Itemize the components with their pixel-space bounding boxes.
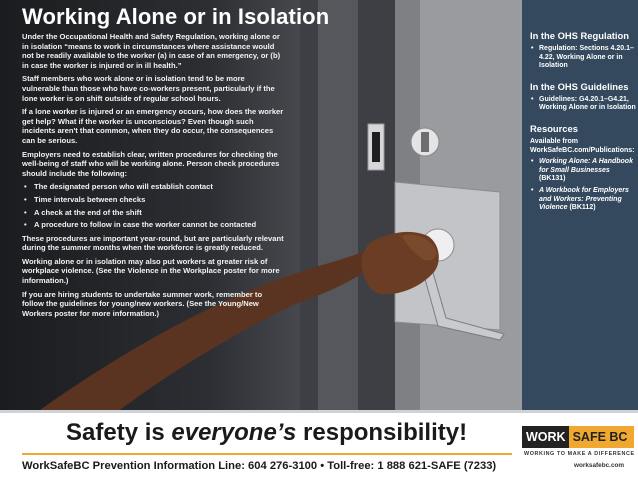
divider <box>22 453 512 455</box>
resources-heading: Resources <box>530 122 578 134</box>
reference-sidebar <box>522 0 638 410</box>
slogan-part: responsibility! <box>296 419 468 446</box>
list-item: • A check at the end of the shift <box>22 208 284 218</box>
logo-work: WORK <box>522 426 569 448</box>
safety-slogan <box>66 419 467 447</box>
regulation-heading: In the OHS Regulation <box>530 30 629 41</box>
check-procedure-list <box>22 182 284 229</box>
emergency-paragraph: If a lone worker is injured or an emergency occurs, how does the worker get help? What if the worker is unconscious? Even though such incidents aren't that common, when they do occur, the consequences can be serious. <box>22 107 284 145</box>
regulation-section <box>530 30 638 71</box>
resource-code: (BK131) <box>539 175 566 183</box>
procedures-paragraph: Employers need to establish clear, written procedures for checking the well-being of staff who will be working alone. Person check procedures should include the following: <box>22 149 280 178</box>
regulation-list <box>530 45 638 71</box>
guidelines-list <box>530 96 638 113</box>
guidelines-heading: In the OHS Guidelines <box>530 80 629 92</box>
worksafebc-logo <box>522 426 634 448</box>
year-round-paragraph: These procedures are important year-round, but are particularly relevant during the summer months when the workforce is greatly reduced. <box>22 233 284 253</box>
intro-paragraph: Under the Occupational Health and Safety Regulation, working alone or in isolation “means to work in circumstances where assistance would not be readily available to the worker (a) in case of an emergency, or (b) in case the worker is injured or in ill health.” <box>22 32 281 70</box>
violence-paragraph: Working alone or in isolation may also put workers at greater risk of workplace violence. (See the Violence in the Workplace poster for more information.) <box>22 256 280 286</box>
resources-list <box>530 158 638 213</box>
slogan-emphasis: everyone’s <box>171 419 297 446</box>
website-url: worksafebc.com <box>574 462 625 469</box>
resource-item <box>530 158 638 184</box>
regulation-item: • Regulation: Sections 4.20.1–4.22, Working Alone or in Isolation <box>530 45 638 71</box>
students-paragraph: If you are hiring students to undertake summer work, remember to follow the guidelines for young/new workers. (See the Young/New Workers poster for more information.) <box>22 289 263 318</box>
list-item: • A procedure to follow in case the worker cannot be contacted <box>22 220 284 230</box>
guidelines-section <box>530 81 638 113</box>
contact-info-line: WorkSafeBC Prevention Information Line: 604 276-3100 • Toll-free: 1 888 621-SAFE (7233) <box>22 460 497 472</box>
resources-section <box>530 123 638 213</box>
guidelines-item: • Guidelines: G4.20.1–G4.21, Working Alone or in Isolation <box>530 96 638 113</box>
list-item: • The designated person who will establish contact <box>22 182 284 192</box>
list-item: • Time intervals between checks <box>22 195 284 205</box>
resources-source: Available from WorkSafeBC.com/Publications: <box>530 137 635 154</box>
resource-title: Working Alone: A Handbook for Small Businesses <box>539 158 633 174</box>
logo-tagline: WORKING TO MAKE A DIFFERENCE <box>524 451 635 457</box>
vulnerability-paragraph: Staff members who work alone or in isolation tend to be more vulnerable than those who have co-workers present, particularly if the lone worker is on shift outside of regular school hours. <box>22 74 275 103</box>
resource-title: A Workbook for Employers and Workers: Preventing Violence <box>539 186 629 212</box>
logo-safebc: SAFE BC <box>569 426 634 448</box>
poster-title: Working Alone or in Isolation <box>22 4 330 29</box>
main-body <box>22 32 284 322</box>
resource-code: (BK112) <box>567 204 596 212</box>
resource-item <box>530 187 638 213</box>
slogan-part: Safety is <box>66 419 172 446</box>
